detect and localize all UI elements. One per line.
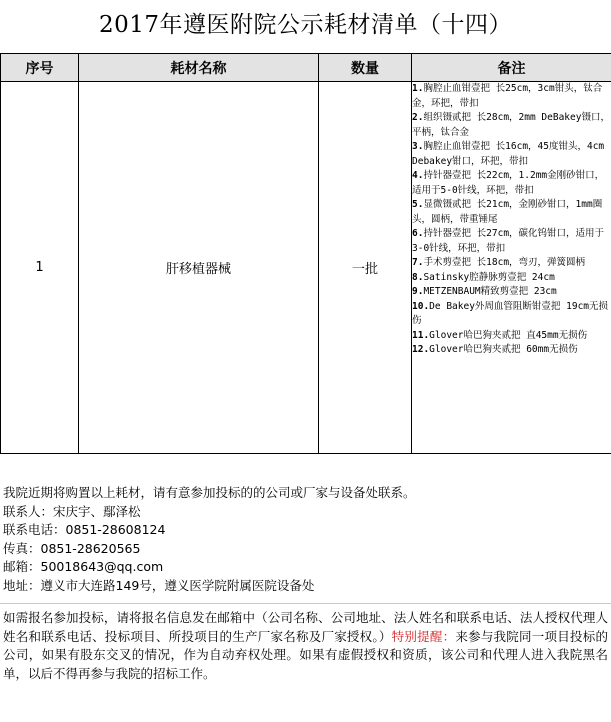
cell-no: 1 bbox=[1, 82, 79, 454]
remark-item: 1.胸腔止血钳壹把 长25cm，3cm钳头，钛合金，环把，带扣 bbox=[412, 83, 603, 109]
contact-info bbox=[3, 484, 608, 596]
remark-item: 4.持针器壹把 长22cm，1.2mm金刚砂钳口，适用于5-0针线，环把，带扣 bbox=[412, 170, 605, 196]
table-header-row bbox=[1, 54, 611, 82]
header-name: 耗材名称 bbox=[79, 54, 319, 82]
contact-person: 联系人：宋庆宇、鄢泽松 bbox=[3, 503, 141, 519]
special-reminder-label: 特别提醒： bbox=[391, 628, 456, 644]
consumables-table bbox=[0, 53, 611, 454]
remark-item: 12.Glover哈巴狗夹贰把 60mm无损伤 bbox=[412, 344, 578, 355]
cell-remarks bbox=[412, 82, 611, 454]
remark-item: 10.De Bakey外周血管阻断钳壹把 19cm无损伤 bbox=[412, 300, 609, 326]
contact-address: 地址：遵义市大连路149号，遵义医学院附属医院设备处 bbox=[3, 577, 315, 593]
remark-item: 2.组织镊贰把 长28cm，2mm DeBakey镊口，平柄，钛合金 bbox=[412, 112, 610, 138]
remark-item: 3.胸腔止血钳壹把 长16cm，45度钳头，4cm Debakey钳口，环把，带扣 bbox=[412, 141, 605, 167]
notice-warning-text: 来参与我院同一项目投标的公司，如果有股东交叉的情况，作为自动弃权处理。如果有虚假授权和资质，该公司和代理人进入我院黑名单，以后不得再参与我院的招标工作。 bbox=[3, 628, 608, 681]
cell-qty: 一批 bbox=[319, 82, 412, 454]
contact-fax: 传真：0851-28620565 bbox=[3, 540, 141, 556]
remark-item: 7.手术剪壹把 长18cm，弯刃，弹簧圆柄 bbox=[412, 257, 586, 268]
contact-email: 邮箱：50018643@qq.com bbox=[3, 559, 164, 575]
remark-item: 11.Glover哈巴狗夹贰把 直45mm无损伤 bbox=[412, 329, 588, 341]
remark-item: 5.显微镊贰把 长21cm，金刚砂钳口，1mm圈头，圆柄，带重锤尾 bbox=[412, 199, 603, 225]
header-qty: 数量 bbox=[319, 54, 412, 82]
page-title: 2017年遵医附院公示耗材清单（十四） bbox=[98, 12, 513, 38]
intro-text: 我院近期将购置以上耗材，请有意参加投标的的公司或厂家与设备处联系。 bbox=[3, 485, 416, 500]
contact-phone: 联系电话：0851-28608124 bbox=[3, 522, 166, 538]
notice-text: 如需报名参加投标，请将报名信息发在邮箱中（公司名称、公司地址、法人姓名和联系电话、法人授权代理人姓名和联系电话、投标项目、所投项目的生产厂家名称及厂家授权。） bbox=[3, 610, 608, 644]
remark-item: 6.持针器壹把 长27cm，碳化钨钳口，适用于3-0针线，环把，带扣 bbox=[412, 228, 605, 254]
table-row bbox=[1, 82, 611, 454]
registration-notice bbox=[3, 609, 608, 683]
cell-name: 肝移植器械 bbox=[79, 82, 319, 454]
divider bbox=[0, 603, 611, 604]
remark-item: 8.Satinsky腔静脉剪壹把 24cm bbox=[412, 271, 555, 283]
header-remarks: 备注 bbox=[412, 54, 611, 82]
remark-item: 9.METZENBAUM精致剪壹把 23cm bbox=[412, 286, 557, 297]
header-no: 序号 bbox=[1, 54, 79, 82]
